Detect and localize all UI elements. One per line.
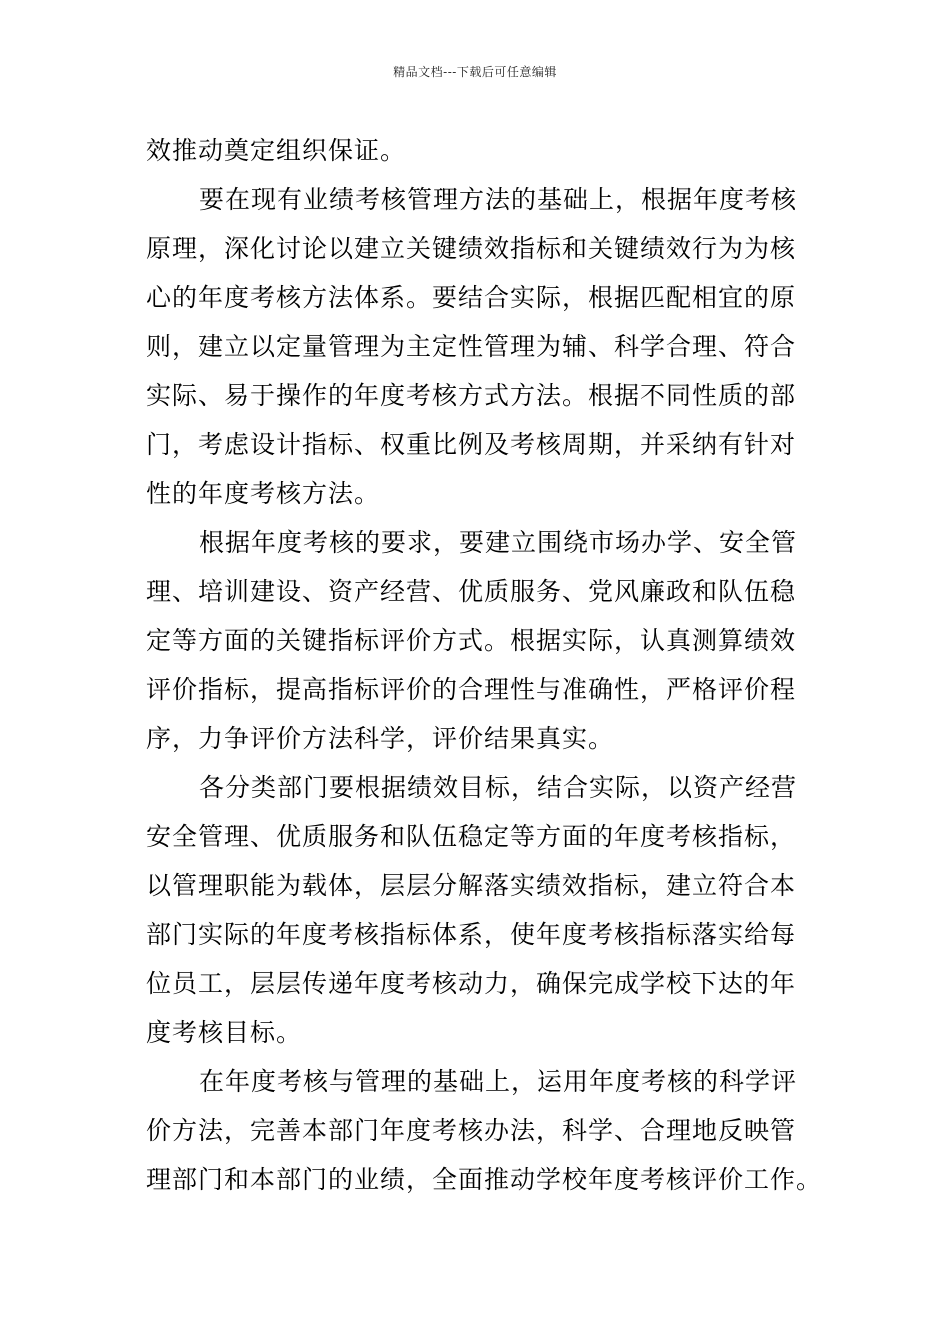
document-body — [146, 126, 823, 1204]
text-line: 价方法，完善本部门年度考核办法，科学、合理地反映管 — [146, 1116, 797, 1145]
text-line: 理部门和本部门的业绩，全面推动学校年度考核评价工作。 — [146, 1165, 823, 1194]
text-line: 评价指标，提高指标评价的合理性与准确性，严格评价程 — [146, 675, 797, 704]
paragraph-4 — [146, 763, 808, 1057]
text-line: 要在现有业绩考核管理方法的基础上，根据年度考核 — [199, 185, 798, 214]
text-line: 效推动奠定组织保证。 — [146, 136, 407, 165]
text-line: 各分类部门要根据绩效目标，结合实际，以资产经营 — [199, 773, 798, 802]
text-line: 部门实际的年度考核指标体系，使年度考核指标落实给每 — [146, 920, 797, 949]
text-line: 序，力争评价方法科学，评价结果真实。 — [146, 724, 615, 753]
text-line: 根据年度考核的要求，要建立围绕市场办学、安全管 — [199, 528, 798, 557]
paragraph-3 — [146, 518, 808, 763]
text-line: 门，考虑设计指标、权重比例及考核周期，并采纳有针对 — [146, 430, 797, 459]
text-line: 心的年度考核方法体系。要结合实际，根据匹配相宜的原 — [146, 283, 797, 312]
text-line: 在年度考核与管理的基础上，运用年度考核的科学评 — [199, 1067, 798, 1096]
page-header: 精品文档---下载后可任意编辑 — [393, 65, 557, 79]
text-line: 位员工，层层传递年度考核动力，确保完成学校下达的年 — [146, 969, 797, 998]
text-line: 性的年度考核方法。 — [146, 479, 381, 508]
text-line: 安全管理、优质服务和队伍稳定等方面的年度考核指标， — [146, 822, 797, 851]
text-line: 则，建立以定量管理为主定性管理为辅、科学合理、符合 — [146, 332, 797, 361]
paragraph-2 — [146, 175, 808, 518]
paragraph-5 — [146, 1057, 823, 1204]
paragraph-1 — [146, 126, 808, 175]
text-line: 实际、易于操作的年度考核方式方法。根据不同性质的部 — [146, 381, 797, 410]
text-line: 定等方面的关键指标评价方式。根据实际，认真测算绩效 — [146, 626, 797, 655]
text-line: 理、培训建设、资产经营、优质服务、党风廉政和队伍稳 — [146, 577, 797, 606]
text-line: 原理，深化讨论以建立关键绩效指标和关键绩效行为为核 — [146, 234, 797, 263]
text-line: 以管理职能为载体，层层分解落实绩效指标，建立符合本 — [146, 871, 797, 900]
text-line: 度考核目标。 — [146, 1018, 303, 1047]
